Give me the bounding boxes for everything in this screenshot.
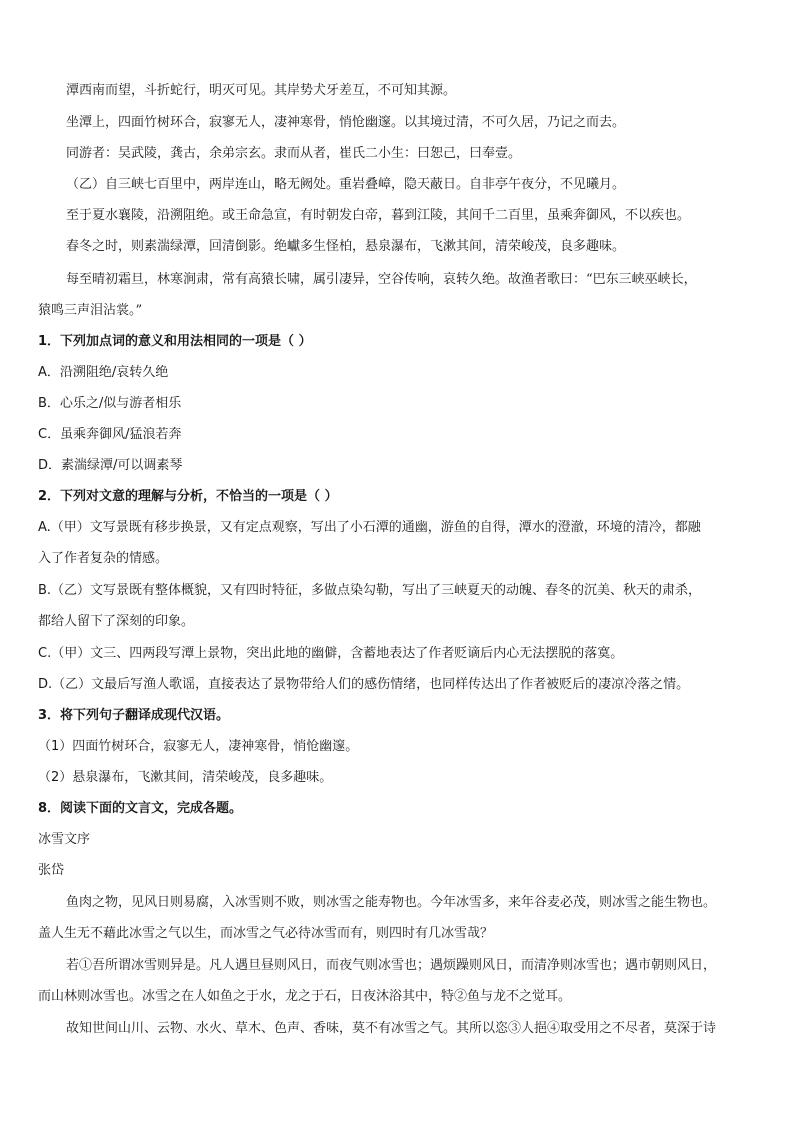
passage-c-para-3-line-1: 故知世间山川、云物、水火、草木、色声、香味，莫不有冰雪之气。其所以恣③人挹④取受用之不尽者，莫深于诗 bbox=[66, 1021, 717, 1036]
passage-b-para-4-line-2: 猿鸣三声泪沾裳。” bbox=[38, 303, 143, 318]
question-2-option-a-line-2: 入了作者复杂的情感。 bbox=[38, 551, 169, 566]
question-3-item-2: （2）悬泉瀑布，飞漱其间，清荣峻茂，良多趣味。 bbox=[38, 770, 333, 785]
passage-b-para-2: 至于夏水襄陵，沿溯阻绝。或王命急宣，有时朝发白帝，暮到江陵，其间千二百里，虽乘奔御风，不以疾也。 bbox=[66, 208, 691, 223]
question-2-option-d: D.（乙）文最后写渔人歌谣，直接表达了景物带给人们的感伤情绪，也同样传达出了作者被贬后的凄凉冷落之情。 bbox=[38, 677, 690, 692]
question-1-option-c: C．虽乘奔御风/猛浪若奔 bbox=[38, 427, 182, 442]
question-1-option-b: B．心乐之/似与游者相乐 bbox=[38, 396, 182, 411]
question-1-option-d: D．素湍绿潭/可以调素琴 bbox=[38, 458, 183, 473]
question-1-stem: 1．下列加点词的意义和用法相同的一项是（ ） bbox=[38, 334, 312, 349]
question-8-stem: 8．阅读下面的文言文，完成各题。 bbox=[38, 801, 243, 816]
question-2-option-c: C.（甲）文三、四两段写潭上景物，突出此地的幽僻，含蓄地表达了作者贬谪后内心无法摆脱的落寞。 bbox=[38, 646, 624, 661]
passage-c-para-1-line-2: 盖人生无不藉此冰雪之气以生，而冰雪之气必待冰雪而有，则四时有几冰雪哉？ bbox=[38, 926, 494, 941]
question-2-option-b-line-1: B.（乙）文写景既有整体概貌，又有四时特征，多做点染勾勒，写出了三峡夏天的动魄、春冬的沉美、秋天的肃杀， bbox=[38, 583, 702, 598]
passage-c-para-2-line-2: 而山林则冰雪也。冰雪之在人如鱼之于水，龙之于石，日夜沐浴其中，特②鱼与龙不之觉耳。 bbox=[38, 989, 572, 1004]
passage-a-line-2: 坐潭上，四面竹树环合，寂寥无人，凄神寒骨，悄怆幽邃。以其境过清，不可久居，乃记之而去。 bbox=[66, 115, 626, 130]
question-2-stem: 2．下列对文意的理解与分析，不恰当的一项是（ ） bbox=[38, 489, 338, 504]
passage-a-line-1: 潭西南而望，斗折蛇行，明灭可见。其岸势犬牙差互，不可知其源。 bbox=[66, 83, 457, 98]
passage-b-para-4-line-1: 每至晴初霜旦，林寒涧肃，常有高猿长啸，属引凄异，空谷传响，哀转久绝。故渔者歌曰：“巴东三峡巫峡长， bbox=[66, 272, 697, 287]
passage-a-line-3: 同游者：吴武陵，龚古，余弟宗玄。隶而从者，崔氏二小生：曰恕己，曰奉壹。 bbox=[66, 146, 522, 161]
passage-c-para-2-line-1: 若①吾所谓冰雪则异是。凡人遇旦昼则风日，而夜气则冰雪也；遇烦躁则风日，而清净则冰雪也；遇市朝则风日， bbox=[66, 958, 717, 973]
passage-b-para-3: 春冬之时，则素湍绿潭，回清倒影。绝巘多生怪柏，悬泉瀑布，飞漱其间，清荣峻茂，良多趣味。 bbox=[66, 239, 626, 254]
passage-b-para-1: （乙）自三峡七百里中，两岸连山，略无阙处。重岩叠嶂，隐天蔽日。自非亭午夜分，不见曦月。 bbox=[66, 177, 626, 192]
question-3-stem: 3．将下列句子翻译成现代汉语。 bbox=[38, 708, 230, 723]
question-2-option-a-line-1: A.（甲）文写景既有移步换景，又有定点观察，写出了小石潭的通幽，游鱼的自得，潭水的澄澈，环境的清冷，都融 bbox=[38, 520, 701, 535]
question-2-option-b-line-2: 都给人留下了深刻的印象。 bbox=[38, 614, 195, 629]
passage-title: 冰雪文序 bbox=[38, 832, 91, 847]
question-3-item-1: （1）四面竹树环合，寂寥无人，凄神寒骨，悄怆幽邃。 bbox=[38, 739, 359, 754]
passage-c-para-1-line-1: 鱼肉之物，见风日则易腐，入冰雪则不败，则冰雪之能寿物也。今年冰雪多，来年谷麦必茂，则冰雪之能生物也。 bbox=[66, 895, 717, 910]
passage-author: 张岱 bbox=[38, 863, 65, 878]
question-1-option-a: A．沿溯阻绝/哀转久绝 bbox=[38, 365, 169, 380]
